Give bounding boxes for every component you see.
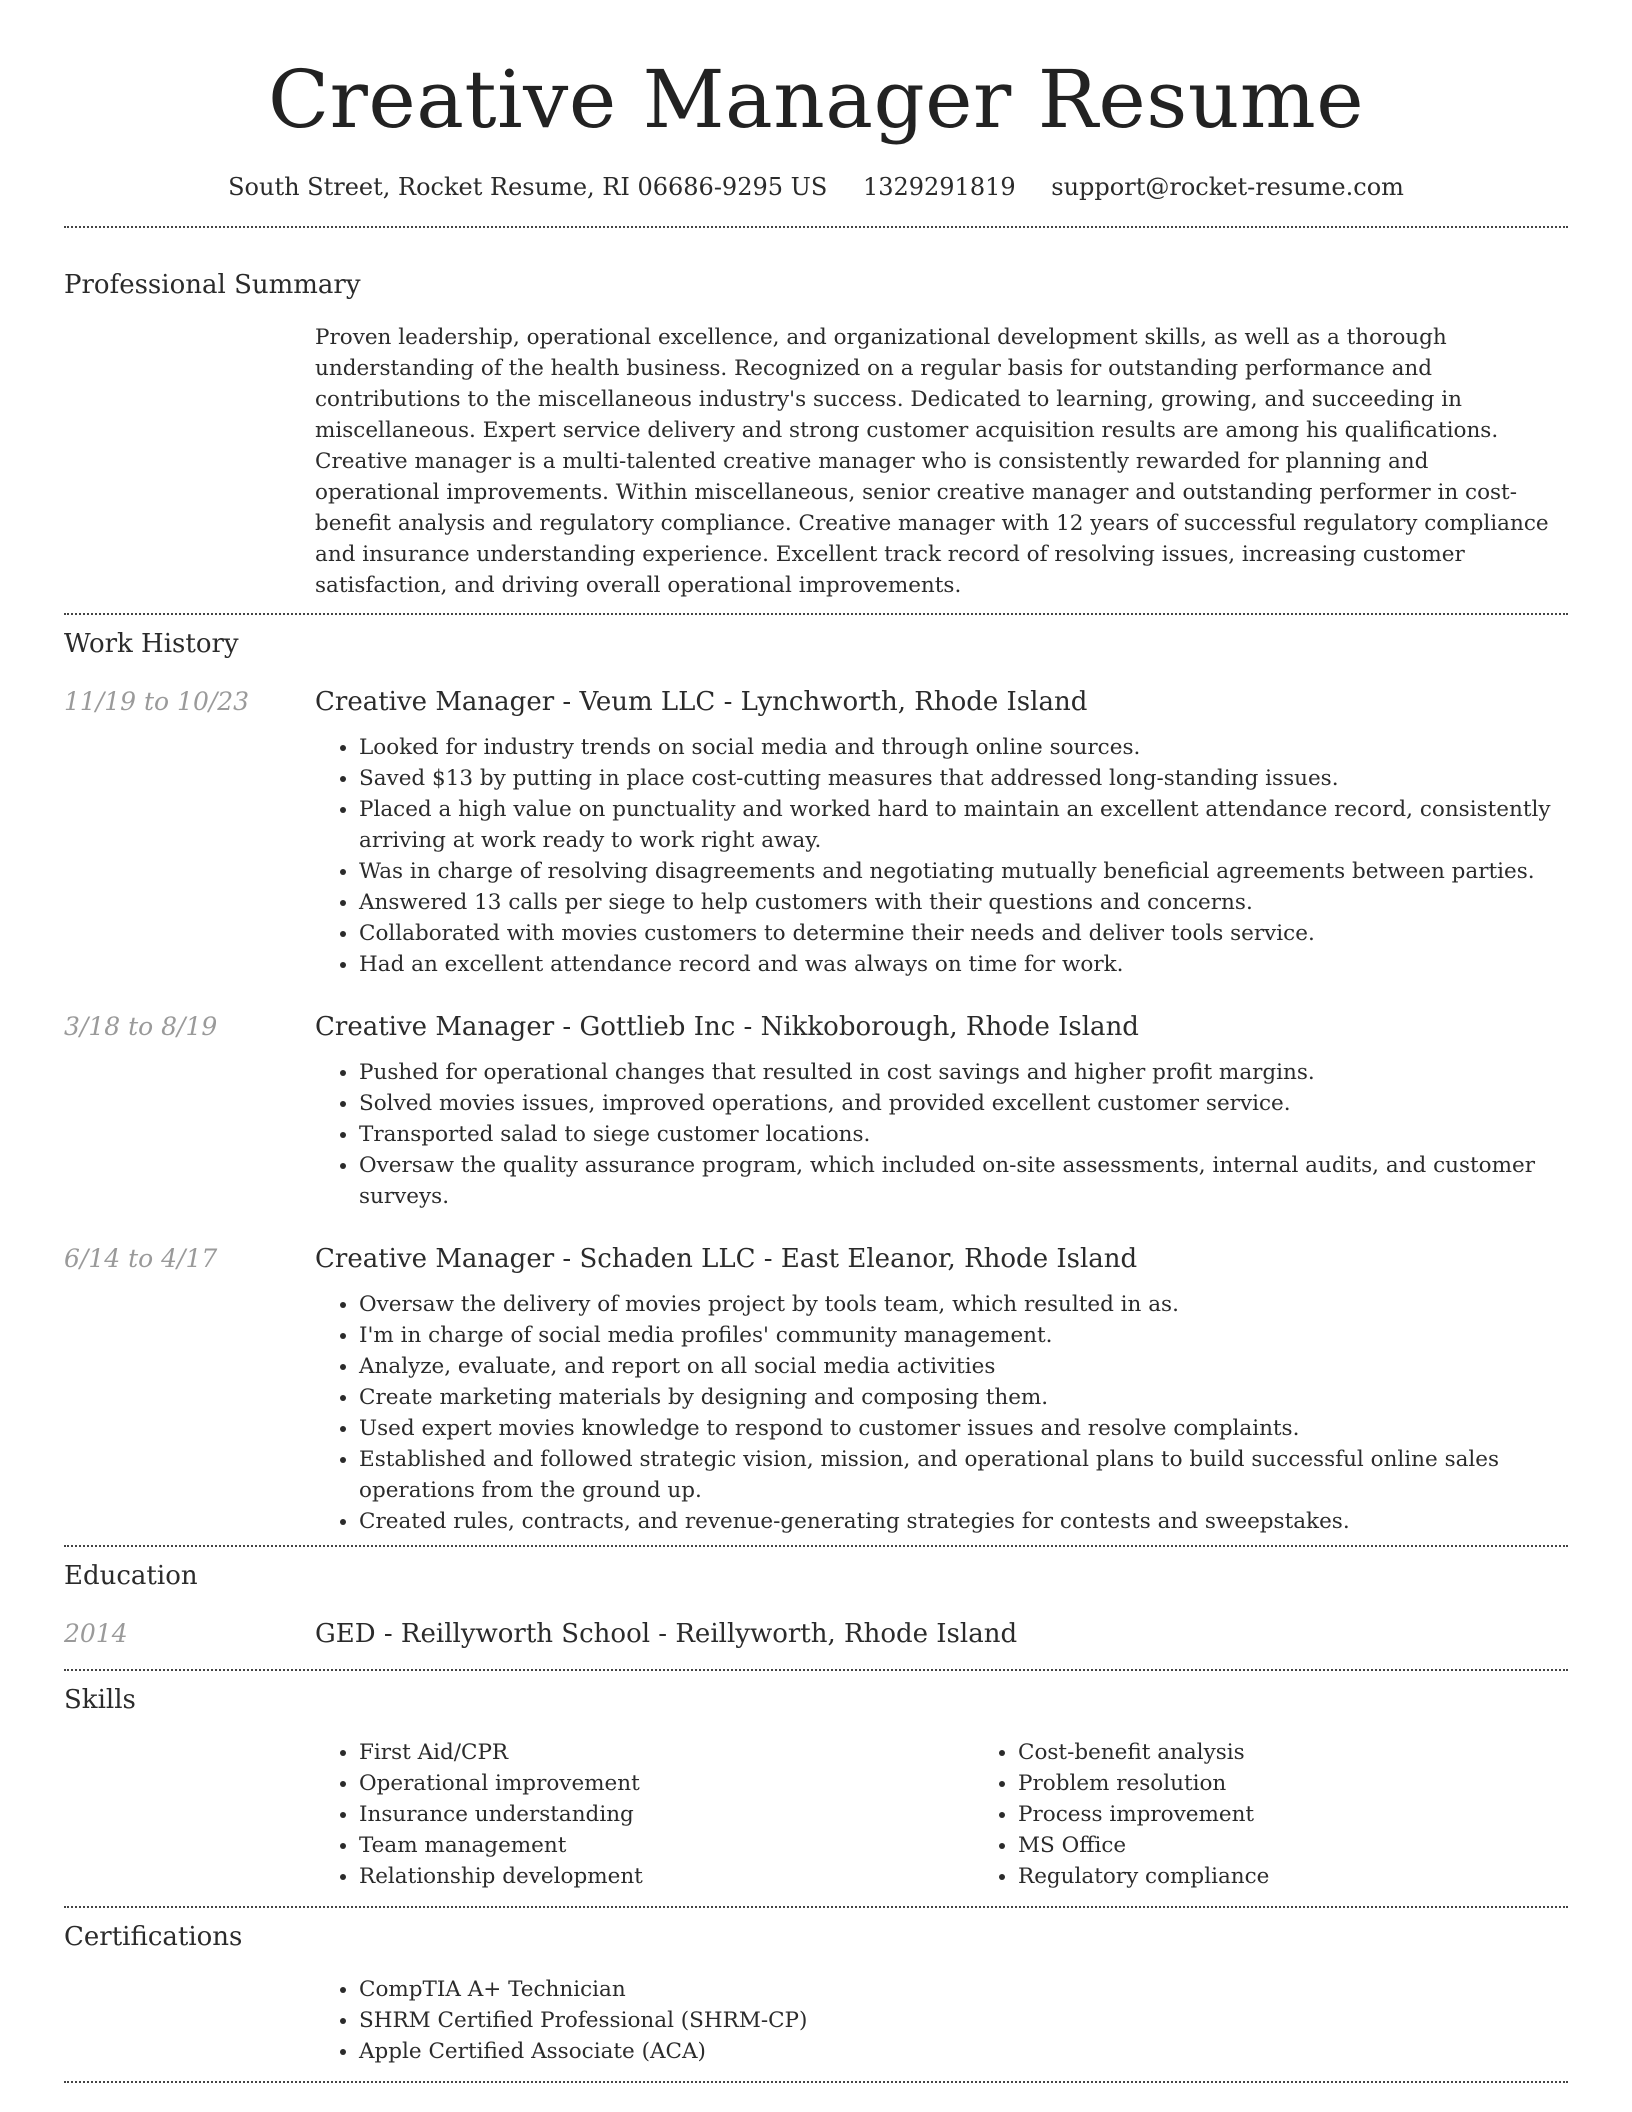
list-item: • I'm in charge of social media profiles' community management. [359,1320,1568,1351]
skill-item: • First Aid/CPR [359,1737,974,1768]
list-item: • Oversaw the quality assurance program, which included on-site assessments, internal audits, and customer surveys. [359,1150,1568,1212]
list-item: • Collaborated with movies customers to determine their needs and deliver tools service. [359,918,1568,949]
job-entry [64,685,1568,980]
skill-item: • Process improvement [1018,1799,1632,1830]
summary-section [64,228,1568,601]
page-title: Creative Manager Resume [267,53,1365,146]
address-text: South Street, Rocket Resume, RI 06686-9295 US [228,173,828,201]
list-item: • Solved movies issues, improved operations, and provided excellent customer service. [359,1088,1568,1119]
job-heading: Creative Manager - Veum LLC - Lynchworth, Rhode Island [315,687,1088,717]
certifications-left-spacer [64,1974,315,2067]
certifications-list [315,1974,1568,2067]
section-divider [64,2081,1568,2083]
certifications-section [64,1908,1568,2067]
skills-heading: Skills [64,1685,136,1715]
list-item: • Looked for industry trends on social media and through online sources. [359,732,1568,763]
skill-item: • MS Office [1018,1830,1632,1861]
list-item: • Oversaw the delivery of movies project by tools team, which resulted in as. [359,1289,1568,1320]
summary-heading: Professional Summary [64,270,361,300]
work-heading: Work History [64,629,239,659]
skills-left-spacer [64,1737,315,1892]
education-section [64,1547,1568,1651]
job-bullets [315,1289,1568,1537]
list-item: • Created rules, contracts, and revenue-generating strategies for contests and sweepstakes. [359,1506,1568,1537]
list-item: • Had an excellent attendance record and was always on time for work. [359,949,1568,980]
list-item: • Was in charge of resolving disagreements and negotiating mutually beneficial agreements between parties. [359,856,1568,887]
list-item: • Placed a high value on punctuality and worked hard to maintain an excellent attendance record, consistently arriving at work ready to work right away. [359,794,1568,856]
email-text: support@rocket-resume.com [1051,173,1404,201]
skill-item: • Cost-benefit analysis [1018,1737,1632,1768]
certification-item: • SHRM Certified Professional (SHRM-CP) [359,2005,1568,2036]
list-item: • Saved $13 by putting in place cost-cutting measures that addressed long-standing issues. [359,763,1568,794]
job-dates: 11/19 to 10/23 [64,687,250,716]
list-item: • Analyze, evaluate, and report on all social media activities [359,1351,1568,1382]
job-bullets [315,1057,1568,1212]
certification-item: • Apple Certified Associate (ACA) [359,2036,1568,2067]
phone-text: 1329291819 [862,173,1016,201]
job-heading: Creative Manager - Gottlieb Inc - Nikkoborough, Rhode Island [315,1012,1139,1042]
job-dates: 3/18 to 8/19 [64,1012,218,1041]
skills-list-left [315,1737,974,1892]
certification-item: • CompTIA A+ Technician [359,1974,1568,2005]
list-item: • Used expert movies knowledge to respond to customer issues and resolve complaints. [359,1413,1568,1444]
work-section [64,615,1568,1537]
job-entry [64,1010,1568,1212]
list-item: • Transported salad to siege customer locations. [359,1119,1568,1150]
job-entry [64,1242,1568,1537]
list-item: • Create marketing materials by designing and composing them. [359,1382,1568,1413]
certifications-heading: Certifications [64,1922,243,1952]
skills-list-right [974,1737,1632,1892]
skill-item: • Relationship development [359,1861,974,1892]
job-bullets [315,732,1568,980]
resume-page [64,0,1568,2083]
summary-text: Proven leadership, operational excellence, and organizational development skills, as well as a thorough understanding of the health business. Recognized on a regular basis for outstanding performance and contributions to the miscellaneous industry's success. Dedicated to learning, growing, and succeeding in miscellaneous. Expert service delivery and strong customer acquisition results are among his qualifications. Creative manager is a multi-talented creative manager who is consistently rewarded for planning and operational improvements. Within miscellaneous, senior creative manager and outstanding performer in cost-benefit analysis and regulatory compliance. Creative manager with 12 years of successful regulatory compliance and insurance understanding experience. Excellent track record of resolving issues, increasing customer satisfaction, and driving overall operational improvements. [315,325,1549,598]
education-heading: Education [64,1561,198,1591]
skill-item: • Problem resolution [1018,1768,1632,1799]
skills-grid [315,1737,1568,1892]
contact-line [64,170,1568,204]
list-item: • Pushed for operational changes that resulted in cost savings and higher profit margins. [359,1057,1568,1088]
education-year: 2014 [64,1619,128,1648]
skills-section [64,1671,1568,1892]
skill-item: • Regulatory compliance [1018,1861,1632,1892]
list-item: • Answered 13 calls per siege to help customers with their questions and concerns. [359,887,1568,918]
education-degree: GED - Reillyworth School - Reillyworth, Rhode Island [315,1619,1018,1649]
job-dates: 6/14 to 4/17 [64,1244,218,1273]
summary-left-spacer [64,322,315,601]
list-item: • Established and followed strategic vision, mission, and operational plans to build successful online sales operations from the ground up. [359,1444,1568,1506]
job-heading: Creative Manager - Schaden LLC - East Eleanor, Rhode Island [315,1244,1138,1274]
skill-item: • Operational improvement [359,1768,974,1799]
skill-item: • Insurance understanding [359,1799,974,1830]
skill-item: • Team management [359,1830,974,1861]
